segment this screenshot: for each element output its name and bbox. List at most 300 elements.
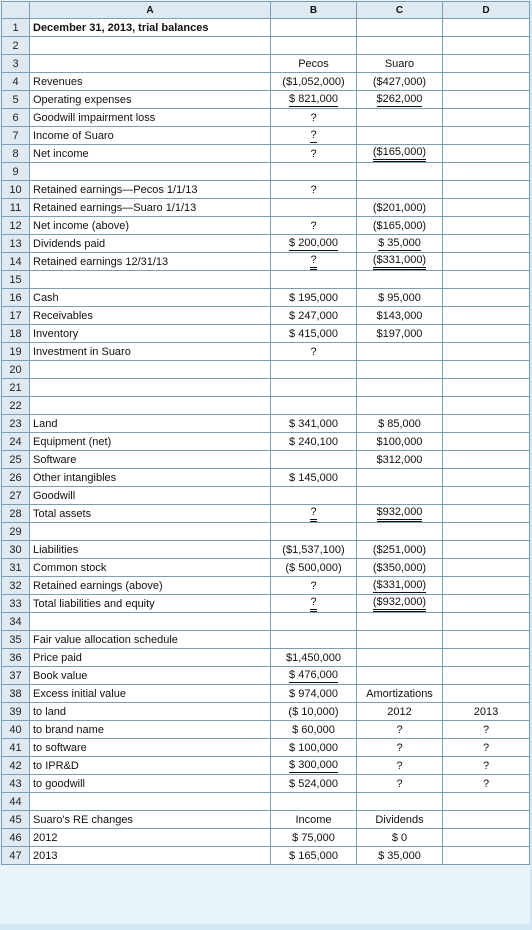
cell-b[interactable] [271,163,357,181]
row-number[interactable] [2,613,30,631]
cell-d[interactable] [443,145,530,163]
cell-c[interactable] [357,379,443,397]
cell-a[interactable] [30,55,271,73]
cell-c[interactable] [357,55,443,73]
cell-c-text: ($201,000) [372,201,427,214]
cell-a-text: December 31, 2013, trial balances [33,21,209,34]
cell-b[interactable] [271,757,357,775]
cell-c-text: $143,000 [376,309,423,322]
cell-a[interactable] [30,757,271,775]
spreadsheet-row [2,163,530,181]
cell-c[interactable] [357,199,443,217]
spreadsheet-row [2,379,530,397]
cell-a[interactable] [30,667,271,685]
cell-c[interactable] [357,613,443,631]
row-number[interactable] [2,73,30,91]
cell-b-text: ? [310,506,316,522]
cell-b[interactable] [271,253,357,271]
cell-a-text: Excess initial value [33,687,126,700]
cell-c[interactable] [357,109,443,127]
row-number[interactable] [2,685,30,703]
cell-c[interactable] [357,703,443,721]
row-number[interactable] [2,109,30,127]
cell-c[interactable] [357,685,443,703]
row-number[interactable] [2,559,30,577]
cell-a[interactable] [30,703,271,721]
cell-a[interactable] [30,685,271,703]
cell-b[interactable] [271,613,357,631]
cell-c[interactable] [357,649,443,667]
cell-c[interactable] [357,487,443,505]
cell-c[interactable] [357,397,443,415]
cell-a[interactable] [30,649,271,667]
cell-d[interactable] [443,505,530,523]
cell-a[interactable] [30,775,271,793]
row-number[interactable] [2,37,30,55]
cell-a[interactable] [30,325,271,343]
cell-a[interactable] [30,811,271,829]
cell-a-text: Investment in Suaro [33,345,131,358]
cell-c[interactable] [357,343,443,361]
cell-b-text: $ 240,100 [289,435,338,448]
cell-b[interactable] [271,541,357,559]
cell-a[interactable] [30,505,271,523]
cell-d[interactable] [443,541,530,559]
cell-d[interactable] [443,253,530,271]
cell-b[interactable] [271,721,357,739]
cell-c[interactable] [357,127,443,145]
row-number-text: 7 [12,129,19,142]
cell-c-text: ($932,000) [373,596,426,612]
row-number[interactable] [2,631,30,649]
cell-a[interactable] [30,379,271,397]
cell-d[interactable] [443,433,530,451]
row-number[interactable] [2,271,30,289]
cell-b[interactable] [271,307,357,325]
row-number-text: 6 [12,111,19,124]
row-number[interactable] [2,703,30,721]
cell-c[interactable] [357,37,443,55]
cell-a[interactable] [30,397,271,415]
row-number[interactable] [2,343,30,361]
cell-b[interactable] [271,451,357,469]
cell-d-text: ? [482,723,490,736]
cell-b[interactable] [271,775,357,793]
cell-d[interactable] [443,523,530,541]
column-header-b[interactable]: B [271,2,357,19]
cell-d[interactable] [443,415,530,433]
cell-d[interactable] [443,757,530,775]
column-header-d[interactable]: D [443,2,530,19]
cell-b[interactable] [271,667,357,685]
cell-d[interactable] [443,91,530,109]
cell-d[interactable] [443,307,530,325]
cell-d[interactable] [443,685,530,703]
spreadsheet-row [2,829,530,847]
cell-c[interactable] [357,361,443,379]
cell-c[interactable] [357,811,443,829]
cell-b[interactable] [271,199,357,217]
cell-d[interactable] [443,559,530,577]
cell-b-text: ($ 500,000) [285,561,342,574]
cell-c[interactable] [357,253,443,271]
row-number[interactable] [2,451,30,469]
spreadsheet-row [2,253,530,271]
row-number-text: 36 [9,651,22,664]
cell-a[interactable] [30,91,271,109]
cell-c[interactable] [357,19,443,37]
cell-d[interactable] [443,829,530,847]
cell-a[interactable] [30,73,271,91]
cell-a-text: Fair value allocation schedule [33,633,178,646]
cell-d[interactable] [443,181,530,199]
row-number[interactable] [2,487,30,505]
row-number[interactable] [2,739,30,757]
cell-d[interactable] [443,127,530,145]
cell-a[interactable] [30,487,271,505]
row-number[interactable] [2,469,30,487]
cell-b[interactable] [271,577,357,595]
row-number[interactable] [2,55,30,73]
cell-d[interactable] [443,37,530,55]
row-number[interactable] [2,775,30,793]
row-number[interactable] [2,181,30,199]
row-number[interactable] [2,289,30,307]
cell-c-text: ? [396,741,403,754]
cell-a[interactable] [30,361,271,379]
row-number[interactable] [2,541,30,559]
cell-a[interactable] [30,577,271,595]
cell-d[interactable] [443,199,530,217]
cell-a[interactable] [30,127,271,145]
cell-c[interactable] [357,739,443,757]
row-number[interactable] [2,757,30,775]
cell-d[interactable] [443,361,530,379]
row-number-text: 43 [9,777,22,790]
cell-b-text: $ 476,000 [289,668,338,681]
row-number[interactable] [2,253,30,271]
cell-b[interactable] [271,559,357,577]
cell-a[interactable] [30,595,271,613]
cell-b-text: Income [295,813,332,826]
row-number[interactable] [2,595,30,613]
cell-c[interactable] [357,145,443,163]
cell-d[interactable] [443,55,530,73]
row-number-text: 4 [12,75,19,88]
cell-d[interactable] [443,73,530,91]
cell-c[interactable] [357,829,443,847]
cell-b[interactable] [271,109,357,127]
cell-a[interactable] [30,271,271,289]
cell-b[interactable] [271,379,357,397]
cell-c[interactable] [357,235,443,253]
spreadsheet-row [2,469,530,487]
cell-a-text: Retained earnings—Suaro 1/1/13 [33,201,197,214]
cell-a[interactable] [30,847,271,865]
cell-b[interactable] [271,487,357,505]
cell-a[interactable] [30,289,271,307]
cell-a[interactable] [30,829,271,847]
cell-a[interactable] [30,721,271,739]
cell-b[interactable] [271,343,357,361]
cell-d[interactable] [443,811,530,829]
spreadsheet-row [2,109,530,127]
cell-a[interactable] [30,253,271,271]
cell-a[interactable] [30,199,271,217]
cell-d[interactable] [443,109,530,127]
cell-d[interactable] [443,235,530,253]
cell-b[interactable] [271,91,357,109]
spreadsheet-row [2,577,530,595]
row-number-text: 21 [9,381,22,394]
row-number[interactable] [2,667,30,685]
cell-a[interactable] [30,415,271,433]
cell-c-text: $ 85,000 [378,417,421,430]
cell-c[interactable] [357,775,443,793]
cell-c-text: $ 0 [391,831,408,844]
row-number-text: 19 [9,345,22,358]
cell-a[interactable] [30,433,271,451]
cell-c[interactable] [357,73,443,91]
cell-c[interactable] [357,793,443,811]
cell-c[interactable] [357,325,443,343]
row-number-text: 17 [9,309,22,322]
cell-b[interactable] [271,595,357,613]
row-number-text: 34 [9,615,22,628]
cell-b[interactable] [271,829,357,847]
cell-b[interactable] [271,145,357,163]
row-number[interactable] [2,433,30,451]
cell-b[interactable] [271,55,357,73]
cell-c[interactable] [357,595,443,613]
cell-c[interactable] [357,163,443,181]
cell-c[interactable] [357,577,443,595]
cell-c-text: $932,000 [377,506,423,522]
cell-a[interactable] [30,523,271,541]
cell-c[interactable] [357,289,443,307]
cell-a[interactable] [30,145,271,163]
cell-d[interactable] [443,631,530,649]
cell-c[interactable] [357,433,443,451]
row-number[interactable] [2,577,30,595]
cell-b[interactable] [271,415,357,433]
row-number-text: 25 [9,453,22,466]
cell-d[interactable] [443,325,530,343]
spreadsheet-row [2,289,530,307]
row-number[interactable] [2,325,30,343]
cell-b[interactable] [271,703,357,721]
column-header-c[interactable]: C [357,2,443,19]
row-number[interactable] [2,847,30,865]
cell-a[interactable] [30,541,271,559]
cell-d[interactable] [443,595,530,613]
cell-c[interactable] [357,559,443,577]
row-number-text: 18 [9,327,22,340]
cell-b[interactable] [271,523,357,541]
spreadsheet-row [2,649,530,667]
cell-b[interactable] [271,361,357,379]
cell-d[interactable] [443,271,530,289]
cell-c[interactable] [357,271,443,289]
cell-b[interactable] [271,397,357,415]
cell-b[interactable] [271,325,357,343]
cell-c[interactable] [357,847,443,865]
row-number[interactable] [2,523,30,541]
cell-b-text: ($1,537,100) [282,543,345,556]
cell-c[interactable] [357,631,443,649]
cell-a-text: Software [33,453,77,466]
cell-d[interactable] [443,577,530,595]
row-number[interactable] [2,397,30,415]
cell-d[interactable] [443,217,530,235]
cell-b[interactable] [271,37,357,55]
cell-c-text: $100,000 [376,435,423,448]
cell-c[interactable] [357,505,443,523]
cell-a[interactable] [30,343,271,361]
cell-b[interactable] [271,811,357,829]
cell-c-text: ($251,000) [372,543,427,556]
cell-d[interactable] [443,793,530,811]
cell-a[interactable] [30,235,271,253]
column-header-a[interactable]: A [30,2,271,19]
cell-a[interactable] [30,559,271,577]
spreadsheet-row [2,37,530,55]
cell-a-text: 2013 [33,849,58,862]
cell-b-text: Pecos [298,57,329,70]
cell-a[interactable] [30,19,271,37]
cell-d[interactable] [443,379,530,397]
corner-cell[interactable] [2,2,30,19]
cell-a[interactable] [30,613,271,631]
cell-d[interactable] [443,343,530,361]
row-number[interactable] [2,361,30,379]
row-number[interactable] [2,163,30,181]
cell-d[interactable] [443,847,530,865]
cell-c[interactable] [357,757,443,775]
cell-b[interactable] [271,217,357,235]
cell-a[interactable] [30,217,271,235]
cell-d[interactable] [443,19,530,37]
cell-c[interactable] [357,217,443,235]
cell-b[interactable] [271,433,357,451]
cell-a[interactable] [30,793,271,811]
cell-c[interactable] [357,451,443,469]
cell-c[interactable] [357,523,443,541]
cell-a[interactable] [30,631,271,649]
cell-b[interactable] [271,847,357,865]
cell-d[interactable] [443,397,530,415]
cell-b[interactable] [271,793,357,811]
cell-c[interactable] [357,91,443,109]
cell-d[interactable] [443,775,530,793]
cell-b[interactable] [271,127,357,145]
cell-b-text: ? [310,254,316,270]
cell-d[interactable] [443,649,530,667]
cell-d[interactable] [443,667,530,685]
row-number[interactable] [2,91,30,109]
cell-a[interactable] [30,451,271,469]
cell-c-text: $ 95,000 [378,291,421,304]
spreadsheet-grid [1,1,530,865]
row-number[interactable] [2,307,30,325]
cell-c[interactable] [357,667,443,685]
row-number[interactable] [2,415,30,433]
cell-b-text: $ 165,000 [289,849,338,862]
cell-c[interactable] [357,415,443,433]
spreadsheet-row [2,721,530,739]
cell-d[interactable] [443,739,530,757]
cell-b[interactable] [271,271,357,289]
cell-b[interactable] [271,19,357,37]
row-number[interactable] [2,217,30,235]
cell-b[interactable] [271,469,357,487]
cell-c[interactable] [357,541,443,559]
cell-d[interactable] [443,469,530,487]
cell-a-text: to goodwill [33,777,85,790]
cell-a[interactable] [30,469,271,487]
row-number[interactable] [2,649,30,667]
spreadsheet-row [2,775,530,793]
row-number-text: 27 [9,489,22,502]
cell-d[interactable] [443,613,530,631]
cell-c-text: $ 35,000 [378,849,421,862]
spreadsheet-row [2,667,530,685]
row-number[interactable] [2,793,30,811]
spreadsheet-row [2,91,530,109]
cell-a[interactable] [30,163,271,181]
cell-d[interactable] [443,163,530,181]
cell-d[interactable] [443,703,530,721]
cell-a[interactable] [30,37,271,55]
cell-a[interactable] [30,307,271,325]
row-number[interactable] [2,199,30,217]
row-number[interactable] [2,235,30,253]
row-number[interactable] [2,829,30,847]
cell-b[interactable] [271,739,357,757]
cell-c[interactable] [357,469,443,487]
row-number[interactable] [2,721,30,739]
row-number-text: 30 [9,543,22,556]
cell-b[interactable] [271,631,357,649]
cell-b[interactable] [271,685,357,703]
cell-a[interactable] [30,109,271,127]
cell-b[interactable] [271,649,357,667]
row-number[interactable] [2,19,30,37]
spreadsheet-row [2,325,530,343]
cell-d[interactable] [443,451,530,469]
cell-b-text: $ 300,000 [289,758,338,771]
row-number[interactable] [2,379,30,397]
row-number[interactable] [2,145,30,163]
cell-a[interactable] [30,739,271,757]
cell-d[interactable] [443,289,530,307]
cell-c[interactable] [357,307,443,325]
cell-b[interactable] [271,73,357,91]
cell-b[interactable] [271,235,357,253]
cell-b[interactable] [271,181,357,199]
cell-d[interactable] [443,721,530,739]
cell-c[interactable] [357,181,443,199]
cell-b[interactable] [271,289,357,307]
cell-b[interactable] [271,505,357,523]
row-number[interactable] [2,811,30,829]
cell-a[interactable] [30,181,271,199]
cell-a-text: 2012 [33,831,58,844]
cell-d[interactable] [443,487,530,505]
row-number[interactable] [2,505,30,523]
row-number[interactable] [2,127,30,145]
cell-c[interactable] [357,721,443,739]
